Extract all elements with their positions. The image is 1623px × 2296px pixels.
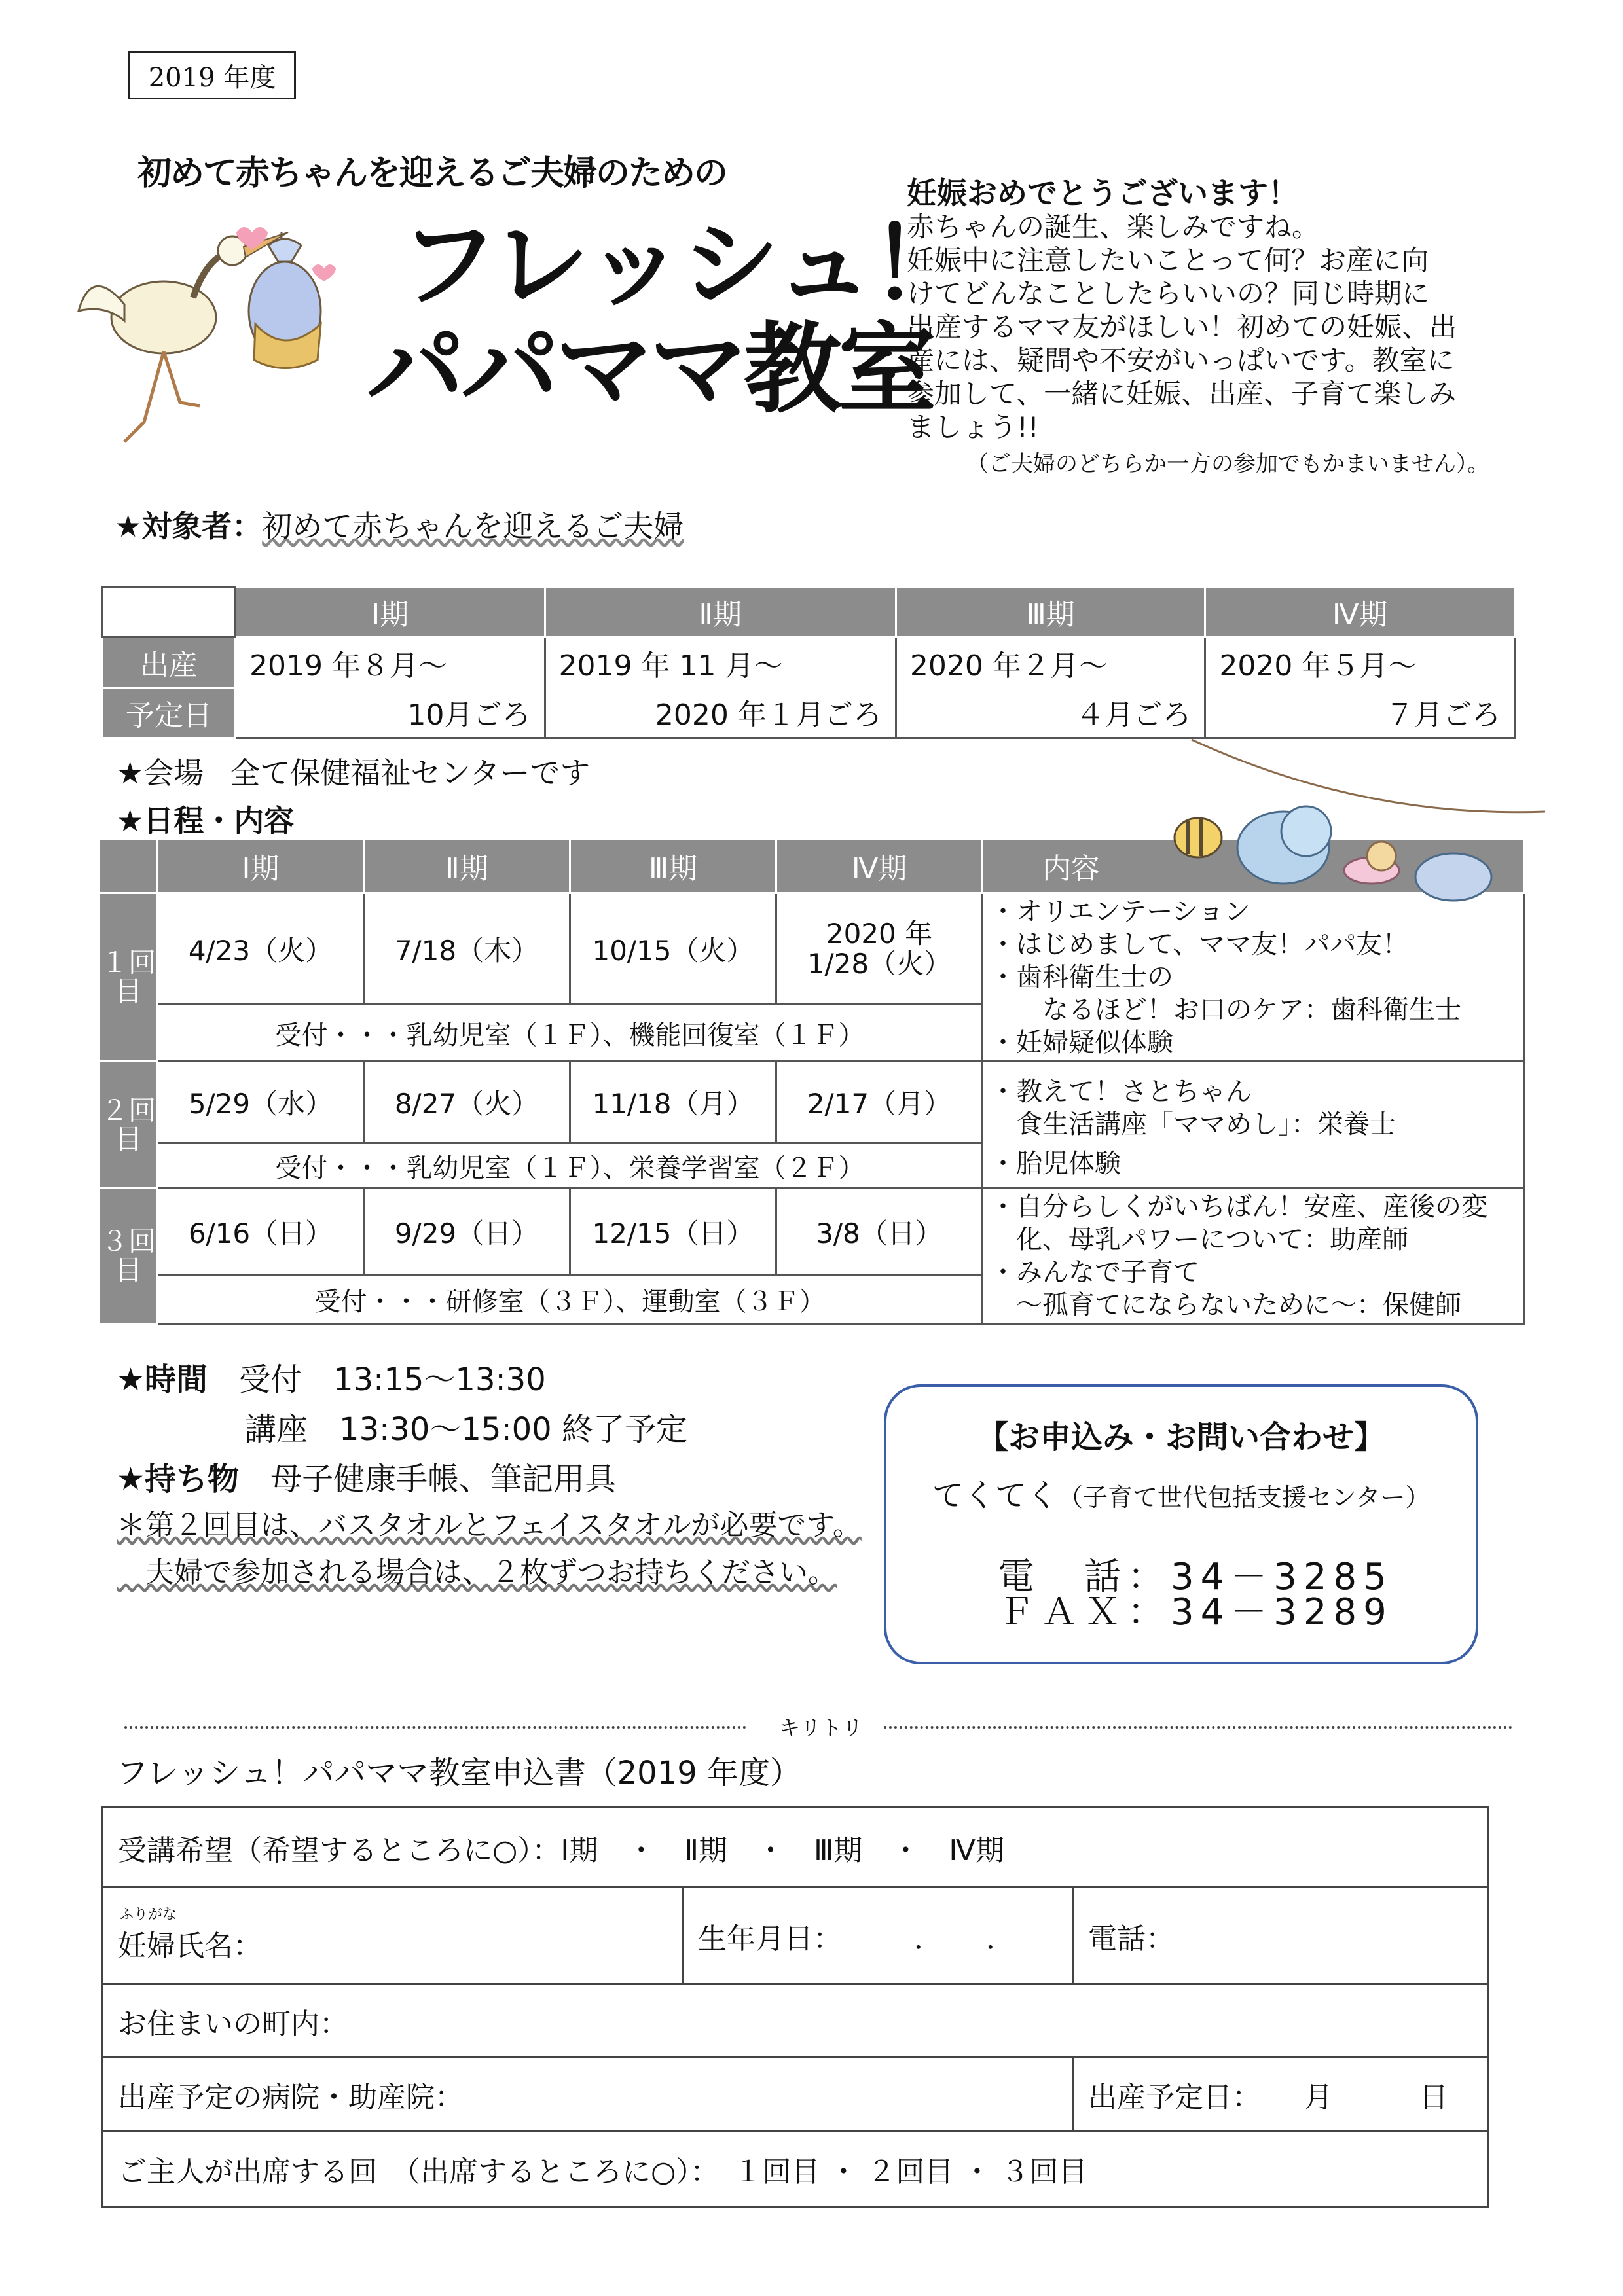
form-address-field[interactable]: お住まいの町内： (103, 1984, 1489, 2058)
cut-dots-right (884, 1726, 1512, 1729)
form-hospital-field[interactable]: 出産予定の病院・助産院： (103, 2058, 1073, 2131)
target-audience (115, 503, 684, 546)
schedule-date: 8/27（火） (364, 1062, 570, 1143)
content-line: ・はじめまして、ママ友！パパ友！ (990, 929, 1409, 960)
reception-room: 受付・・・乳幼児室（１Ｆ）、機能回復室（１Ｆ） (158, 1005, 983, 1062)
schedule-content (983, 1189, 1525, 1324)
venue-label: ★会場 (117, 755, 204, 791)
schedule-content (983, 1062, 1525, 1189)
schedule-date: 12/15（日） (570, 1189, 776, 1276)
content-line: ・自分らしくがいちばん！安産、産後の変 (990, 1192, 1487, 1222)
title-line-1: フレッシュ！ (399, 208, 966, 322)
schedule-header: Ⅳ期 (776, 839, 983, 893)
intro-note: （ご夫婦のどちらか一方の参加でもかまいません）。 (966, 451, 1489, 477)
venue (117, 749, 590, 793)
fax-number: ＦＡＸ：34－3289 (998, 1591, 1393, 1634)
intro-heading: 妊娠おめでとうございます！ (907, 175, 1298, 211)
schedule-date: 10/15（火） (570, 893, 776, 1005)
name-ruby: ふりがな (119, 1906, 177, 1923)
schedule-date: 6/16（日） (158, 1189, 364, 1276)
title-line-2: パパママ教室 (367, 313, 933, 427)
items-label: ★持ち物 (117, 1461, 240, 1498)
content-line: ・胎児体験 (990, 1149, 1121, 1179)
snail-icon (1344, 842, 1399, 884)
form-husband-field[interactable]: ご主人が出席する回 （出席するところに○）： １回目 ・ ２回目 ・ ３回目 (103, 2131, 1489, 2207)
intro-line: けてどんなことしたらいいの？同じ時期に (907, 278, 1430, 310)
schedule-label: ★日程・内容 (117, 803, 295, 838)
schedule-date: 2/17（月） (776, 1062, 983, 1143)
note-line: 夫婦で参加される場合は、２枚ずつお持ちください。 (117, 1556, 837, 1589)
round-label: １回目 (100, 893, 158, 1062)
due-from: 2020 年２月～ (896, 637, 1205, 688)
schedule-header: Ⅱ期 (364, 839, 570, 893)
schedule-header: Ⅲ期 (570, 839, 776, 893)
content-line: ・歯科衛生士の (990, 962, 1173, 992)
application-form (101, 1806, 1489, 2208)
period-table-corner (103, 587, 236, 637)
round-label: ２回目 (100, 1062, 158, 1189)
schedule-date: 2020 年 1/28（火） (776, 893, 983, 1005)
schedule-date: 7/18（木） (364, 893, 570, 1005)
intro-line: 出産するママ友がほしい！初めての妊娠、出 (907, 311, 1457, 343)
due-from: 2020 年５月～ (1205, 637, 1515, 688)
course-time: 13:30～15:00 終了予定 (339, 1411, 687, 1448)
due-to: 10月ごろ (236, 688, 545, 738)
schedule-header-content: 内容 (983, 839, 1525, 893)
reception-time: 13:15～13:30 (333, 1361, 546, 1398)
elephant-icon (1237, 806, 1331, 884)
content-line: 食生活講座「ママめし」：栄養士 (990, 1109, 1396, 1139)
intro-line: ましょう!! (907, 411, 1039, 443)
stork-illustration (65, 206, 360, 468)
whale-icon (1415, 853, 1491, 901)
contact-org (932, 1470, 1476, 1515)
form-name-field[interactable] (103, 1888, 683, 1984)
intro-line: 赤ちゃんの誕生、楽しみですね。 (907, 211, 1320, 243)
bunting-illustration (1152, 726, 1552, 923)
tel-number: 電 話：34－3285 (998, 1556, 1393, 1598)
contact-tel (998, 1556, 1476, 1634)
reception-label: 受付 (239, 1361, 302, 1398)
baby-bundle-icon (249, 232, 321, 368)
form-course-field[interactable]: 受講希望（希望するところに○）：Ⅰ期 ・ Ⅱ期 ・ Ⅲ期 ・ Ⅳ期 (103, 1808, 1489, 1888)
schedule-date: 4/23（火） (158, 893, 364, 1005)
period-header: Ⅲ期 (896, 587, 1205, 637)
period-header: Ⅰ期 (236, 587, 545, 637)
note-line: ＊第２回目は、バスタオルとフェイスタオルが必要です。 (117, 1509, 862, 1542)
due-label-1: 出産 (103, 637, 236, 688)
content-line: ・教えて！さとちゃん (990, 1077, 1252, 1107)
pre-title: 初めて赤ちゃんを迎えるご夫婦のための (137, 154, 727, 193)
schedule-date: 9/29（日） (364, 1189, 570, 1276)
due-from: 2019 年８月～ (236, 637, 545, 688)
intro-line: 参加して、一緒に妊娠、出産、子育て楽しみ (907, 378, 1457, 410)
due-to: ４月ごろ (896, 688, 1205, 738)
schedule-corner (100, 839, 158, 893)
content-line: ・妊婦疑似体験 (990, 1028, 1173, 1058)
intro-text (907, 177, 1489, 481)
target-value: 初めて赤ちゃんを迎えるご夫婦 (262, 509, 684, 544)
content-line: ・オリエンテーション (990, 897, 1250, 927)
cut-dots-left (124, 1726, 746, 1729)
name-label: 妊婦氏名： (118, 1929, 262, 1963)
reception-room: 受付・・・研修室（３Ｆ）、運動室（３Ｆ） (158, 1276, 983, 1324)
year-label: 2019 年度 (128, 51, 296, 99)
org-sub: （子育て世代包括支援センター） (1058, 1483, 1431, 1512)
intro-line: 妊娠中に注意したいことって何？お産に向 (907, 244, 1429, 276)
content-line: なるほど！お口のケア：歯科衛生士 (990, 995, 1461, 1025)
schedule-date: 3/8（日） (776, 1189, 983, 1276)
notes (117, 1502, 862, 1596)
cut-label: キリトリ (779, 1715, 864, 1740)
content-line: ・みんなで子育て (990, 1257, 1199, 1287)
schedule-date: 5/29（水） (158, 1062, 364, 1143)
intro-line: 産には、疑問や不安がいっぱいです。教室に (907, 344, 1455, 376)
org-name: てくてく (932, 1477, 1059, 1514)
items-value: 母子健康手帳、筆記用具 (270, 1461, 617, 1498)
period-header: Ⅳ期 (1205, 587, 1515, 637)
venue-value: 全て保健福祉センターです (230, 755, 591, 791)
period-header: Ⅱ期 (545, 587, 896, 637)
reception-room: 受付・・・乳幼児室（１Ｆ）、栄養学習室（２Ｆ） (158, 1143, 983, 1189)
round-label: ３回目 (100, 1189, 158, 1324)
period-table (101, 586, 1516, 739)
form-title: フレッシュ！パパママ教室申込書（2019 年度） (117, 1755, 802, 1791)
form-phone-field[interactable]: 電話： (1073, 1888, 1489, 1984)
content-line: ～孤育てにならないために～：保健師 (990, 1290, 1461, 1320)
contact-box (884, 1384, 1478, 1664)
form-birth-field[interactable]: 生年月日： ． ． (683, 1888, 1073, 1984)
form-due-field[interactable]: 出産予定日： 月 日 (1073, 2058, 1489, 2131)
schedule-date: 11/18（月） (570, 1062, 776, 1143)
due-to: 2020 年１月ごろ (545, 688, 896, 738)
bee-icon (1175, 818, 1222, 857)
content-line: 化、母乳パワーについて：助産師 (990, 1225, 1409, 1255)
contact-title: 【お申込み・お問い合わせ】 (976, 1419, 1385, 1456)
time-label: ★時間 (117, 1361, 208, 1398)
due-from: 2019 年 11 月～ (545, 637, 896, 688)
due-to: ７月ごろ (1205, 688, 1515, 738)
schedule-header: Ⅰ期 (158, 839, 364, 893)
course-label: 講座 (245, 1411, 308, 1448)
target-label: ★対象者： (115, 509, 263, 544)
time-info (117, 1355, 687, 1504)
due-label-2: 予定日 (103, 688, 236, 738)
